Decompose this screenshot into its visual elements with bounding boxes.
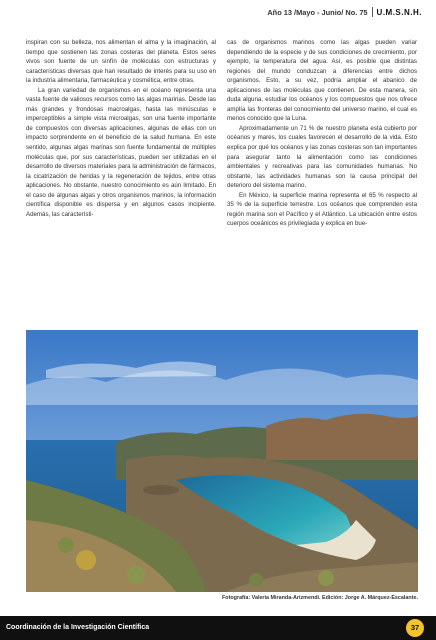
page-footer	[0, 616, 436, 640]
page-number-badge: 37	[406, 619, 424, 637]
coastal-photo	[26, 330, 418, 592]
issue-info: Año 13 /Mayo - Junio/ No. 75	[267, 7, 368, 17]
coastal-landscape-image	[26, 330, 418, 592]
left-paragraph-2: La gran variedad de organismos en el océano representa una vasta fuente de valiosos recursos como las algas marinas. Desde las más grandes y frondosas macroalgas, hasta las minúsculas e imperceptibles a simple vista microalgas, son una fuente importante de compuestos con diversas aplicaciones, algunas de ellas con un impacto sorprendente en el beneficio de la salud humana. En este sentido, algunas algas marinas son fuente fundamental de múltiples moléculas que, por sus características, pueden ser utilizadas en el desarrollo de diversos materiales para la administración de fármacos, la cicatrización de heridas y la regeneración de tejidos, entre otras aplicaciones. No obstante, nuestro conocimiento es aún limitado. En el caso de algunas algas y otros organismos marinos, la información científica disponible es dispersa y en algunos casos incipiente. Además, las característi-	[26, 86, 216, 218]
institution-name: U.M.S.N.H.	[376, 7, 422, 17]
right-paragraph-3: En México, la superficie marina representa el 65 % respecto al 35 % de la superficie terrestre. Los océanos que comprenden esta región marina son el Pacífico y el Atlántico. La ubicación entre estos cuerpos oceánicos es privilegiada y explica en bue-	[227, 191, 417, 228]
right-column	[227, 38, 417, 229]
photo-caption: Fotografía: Valeria Miranda-Arizmendi. Edición: Jorge A. Márquez-Escalante.	[222, 595, 418, 601]
left-column	[26, 38, 216, 219]
page-header	[267, 7, 422, 17]
footer-text: Coordinación de la Investigación Científica	[6, 624, 150, 631]
header-divider	[372, 7, 373, 17]
left-paragraph-1: inspiran con su belleza, nos alimentan el alma y la imaginación, al tiempo que sostienen las zonas costeras del planeta. Estos seres vivos son fuente de un sinfín de moléculas con estructuras y características diversas que han resultado de interés para su uso en la industria alimentaria, farmacéutica y cosmética, entre otras.	[26, 39, 216, 85]
right-paragraph-2: Aproximadamente un 71 % de nuestro planeta está cubierto por océanos y mares, los cuales favorecen el desarrollo de la vida. Esto explica por qué los océanos y las zonas costeras son tan importantes para asegurar tanto la alimentación como las condiciones ambientales y recreativas para las comunidades humanas. No obstante, las actividades humanas son la causa principal del deterioro del sistema marino.	[227, 124, 417, 190]
right-paragraph-1: cas de organismos marinos como las algas pueden variar dependiendo de la especie y de sus condiciones de crecimiento, por ejemplo, la temperatura del agua. Así, es posible que distintas regiones del mundo conduzcan a diferencias entre dichos organismos. Esto, a su vez, podría ampliar el abanico de aplicaciones de las moléculas que contienen. De esta manera, sin duda alguna, estudiar los océanos y los compuestos que nos ofrece amplía las fronteras del conocimiento del universo marino, el cual es menos conocido que la Luna.	[227, 39, 417, 123]
